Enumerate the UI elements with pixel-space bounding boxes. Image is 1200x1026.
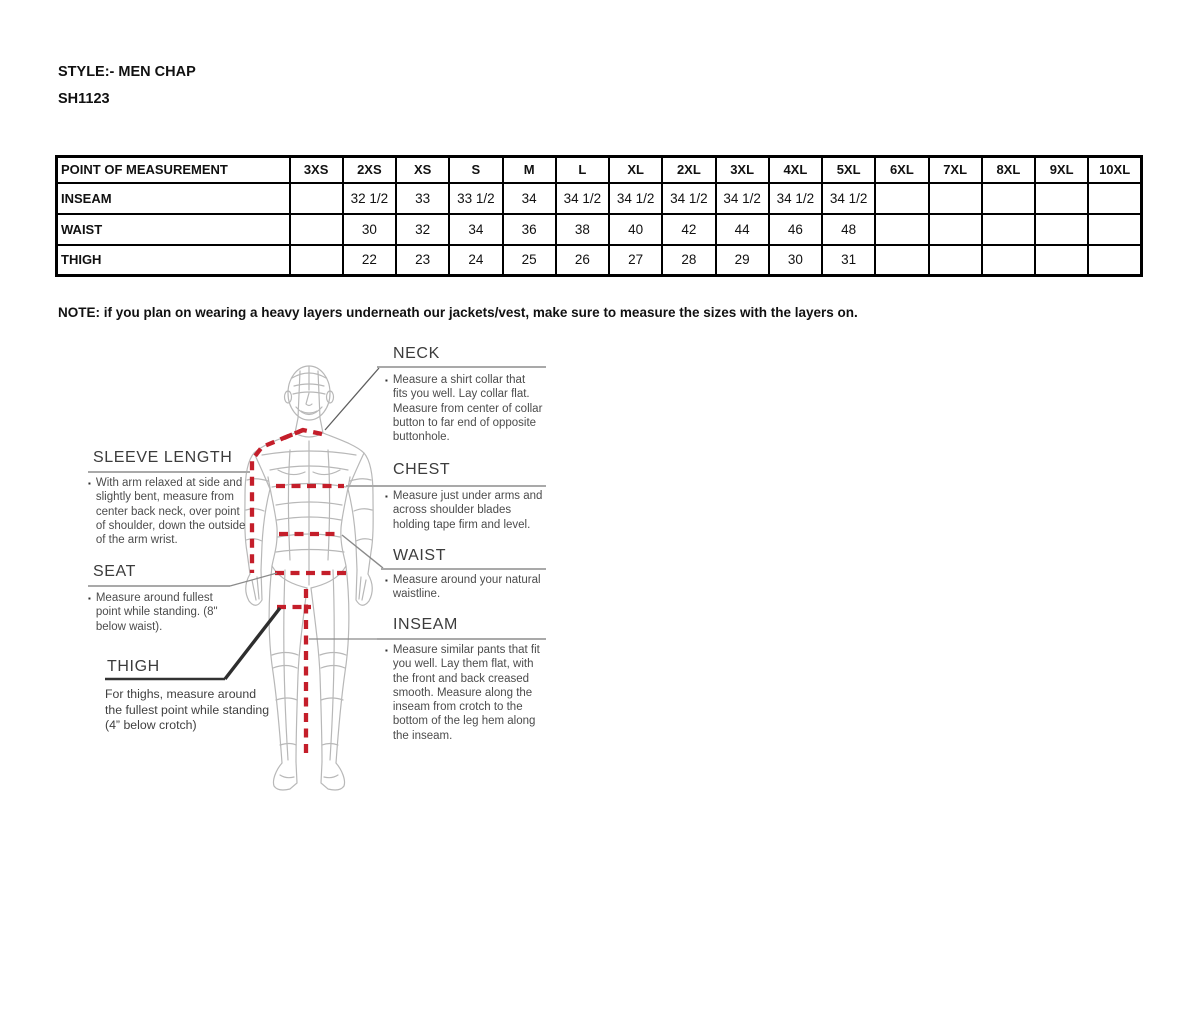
measurement-value-cell: 30 xyxy=(343,214,396,245)
measurement-value-cell xyxy=(929,214,982,245)
measurement-value-cell: 30 xyxy=(769,245,822,276)
measurement-value-cell: 28 xyxy=(662,245,715,276)
thigh-section xyxy=(105,658,270,734)
neck-heading: NECK xyxy=(393,345,440,362)
bullet-square-icon: ▪ xyxy=(385,576,388,585)
style-code: SH1123 xyxy=(58,91,110,107)
waist-heading: WAIST xyxy=(393,547,447,564)
chest-heading: CHEST xyxy=(393,461,451,478)
measurement-value-cell: 33 1/2 xyxy=(449,183,502,214)
measurement-value-cell: 36 xyxy=(503,214,556,245)
measurement-value-cell: 44 xyxy=(716,214,769,245)
measurement-value-cell: 34 1/2 xyxy=(609,183,662,214)
inseam-section xyxy=(385,616,545,743)
measurement-value-cell: 24 xyxy=(449,245,502,276)
size-column-header: 10XL xyxy=(1088,157,1141,183)
measurement-value-cell xyxy=(875,245,928,276)
measurement-value-cell xyxy=(1035,183,1088,214)
measurement-value-cell xyxy=(1088,245,1141,276)
measurement-value-cell xyxy=(290,214,343,245)
measurement-value-cell: 46 xyxy=(769,214,822,245)
note-text: NOTE: if you plan on wearing a heavy layers underneath our jackets/vest, make sure to measure the sizes with the layers on. xyxy=(58,305,858,320)
size-column-header: 2XL xyxy=(662,157,715,183)
measurement-row xyxy=(57,214,1142,245)
measurement-value-cell: 27 xyxy=(609,245,662,276)
measurement-value-cell: 34 1/2 xyxy=(769,183,822,214)
sleeve-length-heading: SLEEVE LENGTH xyxy=(93,449,233,466)
chest-section xyxy=(385,461,545,532)
measurement-value-cell: 32 1/2 xyxy=(343,183,396,214)
thigh-heading: THIGH xyxy=(107,658,160,675)
size-column-header: M xyxy=(503,157,556,183)
size-column-header: 4XL xyxy=(769,157,822,183)
bullet-square-icon: ▪ xyxy=(385,376,388,385)
waist-connector-line xyxy=(342,535,383,568)
size-column-header: 3XL xyxy=(716,157,769,183)
sleeve-length-description: With arm relaxed at side and slightly bent, measure from center back neck, over point of shoulder, down the outside of the arm wrist. xyxy=(95,477,246,547)
size-table-header xyxy=(57,157,1142,183)
seat-section xyxy=(88,563,238,634)
point-of-measurement-header: POINT OF MEASUREMENT xyxy=(57,157,290,183)
neck-description: Measure a shirt collar that fits you well. Lay collar flat. Measure from center of collar button to far end of opposite buttonhole. xyxy=(392,374,543,444)
waist-section xyxy=(385,547,543,602)
size-column-header: 8XL xyxy=(982,157,1035,183)
measurement-value-cell xyxy=(929,245,982,276)
measurement-value-cell xyxy=(1035,214,1088,245)
neck-section xyxy=(385,345,543,444)
size-column-header: L xyxy=(556,157,609,183)
measurement-value-cell xyxy=(875,214,928,245)
measurement-value-cell xyxy=(1035,245,1088,276)
size-column-header: S xyxy=(449,157,502,183)
neck-measure-line xyxy=(284,430,322,438)
measurement-value-cell xyxy=(982,214,1035,245)
waist-description: Measure around your natural waistline. xyxy=(392,574,541,601)
measurement-value-cell: 29 xyxy=(716,245,769,276)
measurement-value-cell: 38 xyxy=(556,214,609,245)
seat-description: Measure around fullest point while standing. (8" below waist). xyxy=(95,592,218,633)
measurement-row xyxy=(57,245,1142,276)
measurement-value-cell xyxy=(1088,183,1141,214)
measurement-value-cell: 48 xyxy=(822,214,875,245)
size-column-header: 2XS xyxy=(343,157,396,183)
measurement-value-cell: 26 xyxy=(556,245,609,276)
measurement-value-cell: 34 xyxy=(449,214,502,245)
bullet-square-icon: ▪ xyxy=(88,594,91,603)
measurement-value-cell xyxy=(875,183,928,214)
size-column-header: 5XL xyxy=(822,157,875,183)
measurement-value-cell xyxy=(290,183,343,214)
measurement-value-cell: 23 xyxy=(396,245,449,276)
style-label: STYLE:- MEN CHAP xyxy=(58,64,196,80)
bullet-square-icon: ▪ xyxy=(385,646,388,655)
size-column-header: 6XL xyxy=(875,157,928,183)
measurement-value-cell: 33 xyxy=(396,183,449,214)
size-column-header: 3XS xyxy=(290,157,343,183)
measurement-value-cell: 42 xyxy=(662,214,715,245)
neck-connector-line xyxy=(325,368,379,430)
size-column-header: 7XL xyxy=(929,157,982,183)
measurement-row-label: WAIST xyxy=(57,214,290,245)
measurement-value-cell xyxy=(290,245,343,276)
size-column-header: XL xyxy=(609,157,662,183)
bullet-square-icon: ▪ xyxy=(385,492,388,501)
measurement-value-cell xyxy=(1088,214,1141,245)
bullet-square-icon: ▪ xyxy=(88,479,91,488)
size-column-header: XS xyxy=(396,157,449,183)
measurement-row-label: INSEAM xyxy=(57,183,290,214)
thigh-description: For thighs, measure around the fullest point while standing (4” below crotch) xyxy=(105,687,270,732)
measurement-value-cell: 22 xyxy=(343,245,396,276)
measurement-value-cell: 40 xyxy=(609,214,662,245)
measurement-value-cell: 25 xyxy=(503,245,556,276)
size-column-header: 9XL xyxy=(1035,157,1088,183)
seat-heading: SEAT xyxy=(93,563,137,580)
measurement-value-cell: 34 1/2 xyxy=(822,183,875,214)
sleeve-length-section xyxy=(88,449,246,547)
measurement-value-cell xyxy=(982,245,1035,276)
measurement-value-cell: 34 xyxy=(503,183,556,214)
sleeve-measure-line xyxy=(252,430,303,573)
measurement-value-cell: 31 xyxy=(822,245,875,276)
measurement-value-cell: 34 1/2 xyxy=(716,183,769,214)
measurement-value-cell: 34 1/2 xyxy=(556,183,609,214)
measurement-value-cell xyxy=(982,183,1035,214)
size-table xyxy=(55,155,1143,277)
measurement-row-label: THIGH xyxy=(57,245,290,276)
size-table-body xyxy=(57,183,1142,276)
inseam-description: Measure similar pants that fit you well. Lay them flat, with the front and back creased smooth. Measure along the inseam from crotch to the bottom of the leg hem along the inseam. xyxy=(392,644,540,742)
measurement-value-cell: 34 1/2 xyxy=(662,183,715,214)
measurement-value-cell: 32 xyxy=(396,214,449,245)
inseam-heading: INSEAM xyxy=(393,616,458,633)
measurement-value-cell xyxy=(929,183,982,214)
chest-description: Measure just under arms and across shoulder blades holding tape firm and level. xyxy=(392,490,543,531)
measurement-row xyxy=(57,183,1142,214)
